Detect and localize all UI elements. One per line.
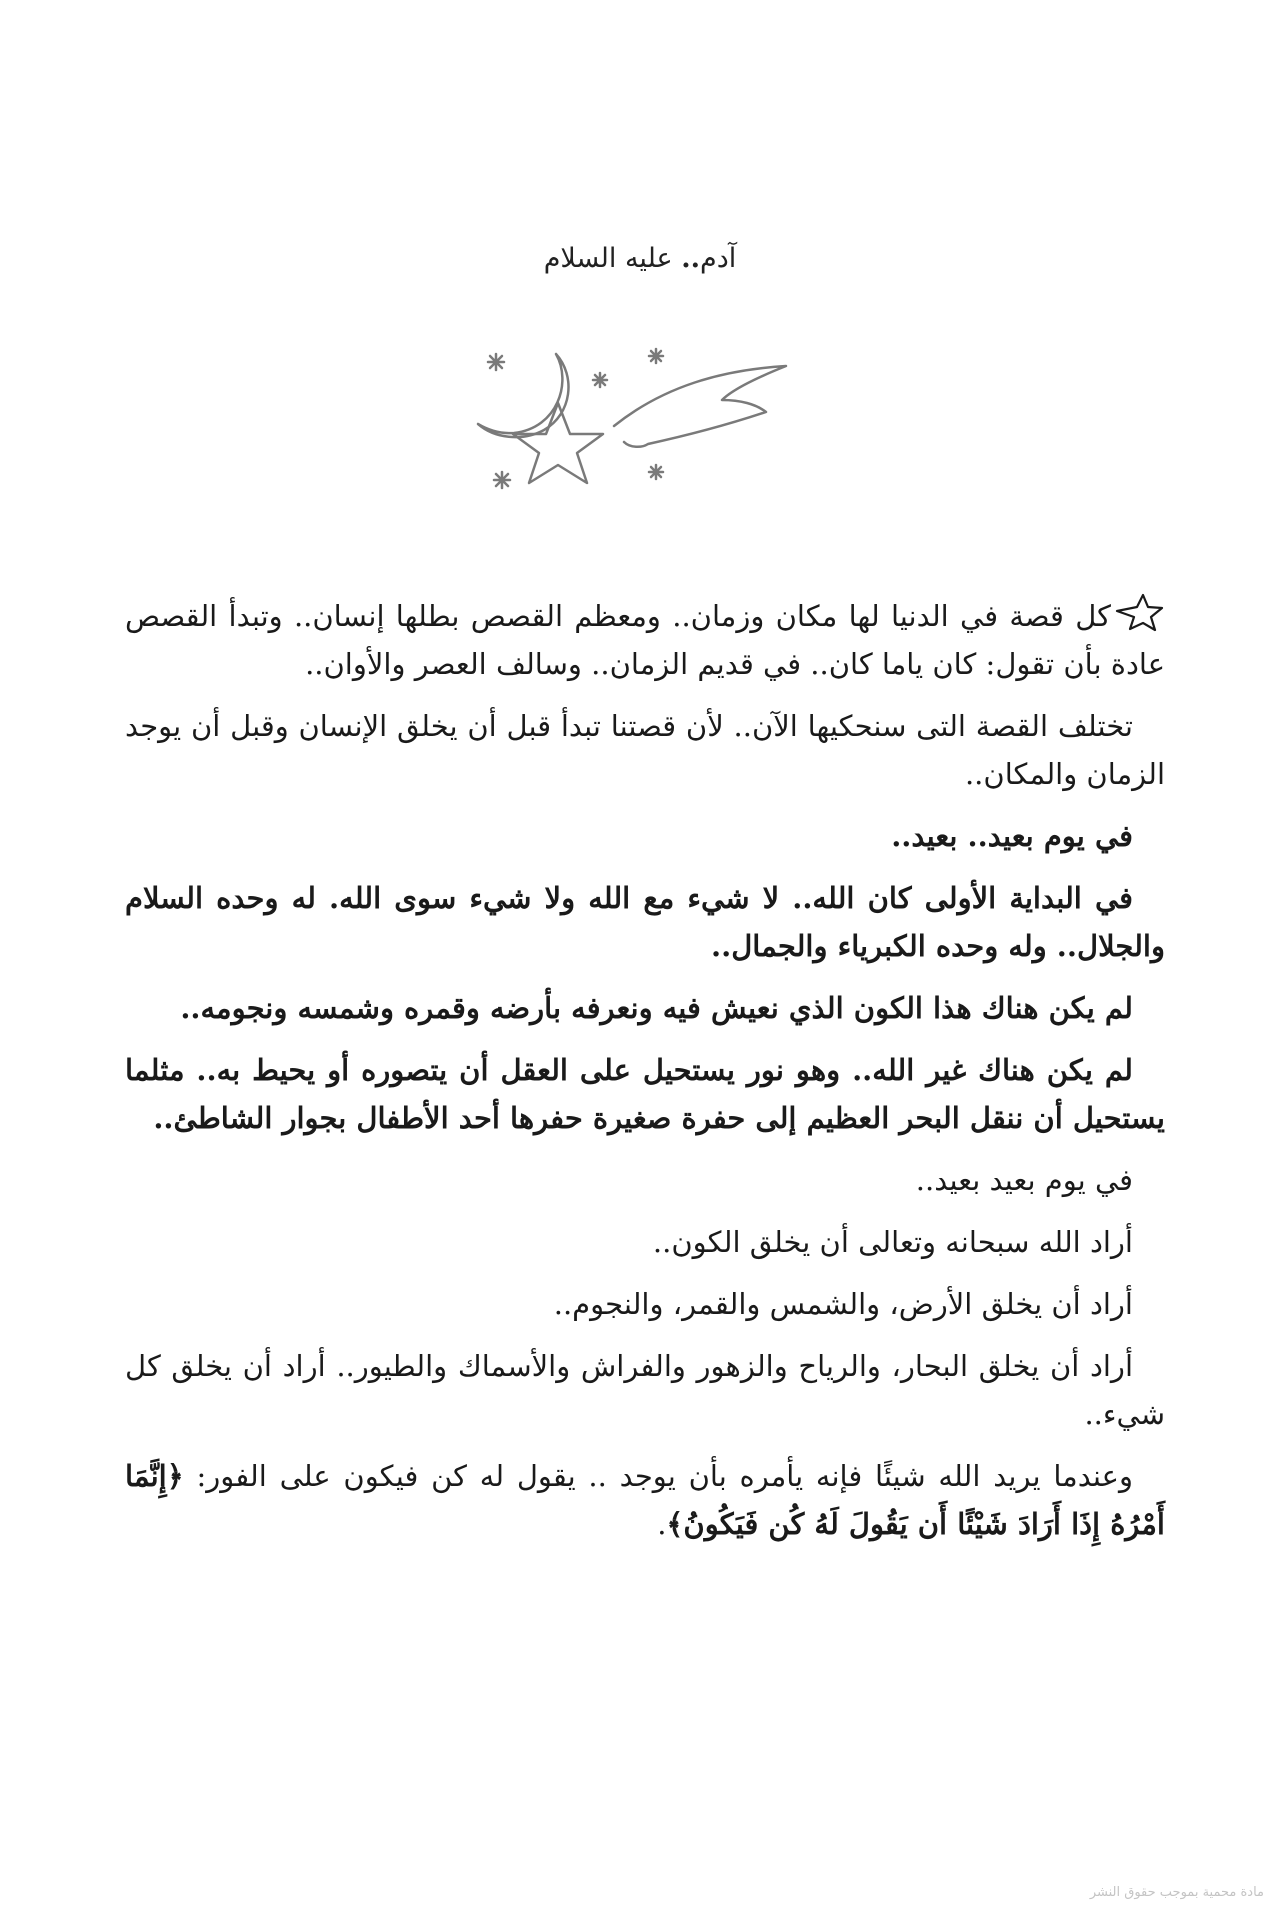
paragraph-6: لم يكن هناك غير الله.. وهو نور يستحيل على العقل أن يتصوره أو يحيط به.. مثلما يستحيل أن ننقل البحر العظيم إلى حفرة صغيرة حفرها أحد الأطفال بجوار الشاطئ.. — [125, 1053, 1165, 1135]
running-header — [0, 243, 1280, 274]
comet-tail-icon — [614, 366, 786, 447]
paragraph-3: في يوم بعيد.. بعيد.. — [891, 819, 1133, 853]
copyright-watermark: مادة محمية بموجب حقوق النشر — [1089, 1885, 1264, 1900]
sparkle-icon — [593, 373, 607, 387]
paragraph-4: في البداية الأولى كان الله.. لا شيء مع الله ولا شيء سوى الله. له وحده السلام والجلال.. وله وحده الكبرياء والجمال.. — [125, 881, 1165, 963]
body-text — [125, 592, 1165, 1562]
star-outline-icon — [1113, 592, 1165, 632]
sparkle-icon — [494, 472, 510, 488]
paragraph-5: لم يكن هناك هذا الكون الذي نعيش فيه ونعرفه بأرضه وقمره وشمسه ونجومه.. — [180, 991, 1133, 1025]
sparkle-icon — [649, 349, 663, 363]
paragraph-8: أراد الله سبحانه وتعالى أن يخلق الكون.. — [652, 1225, 1133, 1259]
paragraph-2: تختلف القصة التى سنحكيها الآن.. لأن قصتنا تبدأ قبل أن يخلق الإنسان وقبل أن يوجد الزمان والمكان.. — [125, 709, 1165, 791]
header-title-part1: آدم — [700, 243, 737, 274]
moon-star-comet-ornament — [460, 330, 820, 510]
paragraph-11-text: وعندما يريد الله شيئًا فإنه يأمره بأن يوجد .. يقول له كن فيكون على الفور: — [183, 1459, 1133, 1493]
header-separator: .. — [681, 243, 701, 274]
paragraph-11 — [125, 1452, 1165, 1548]
sparkle-icon — [488, 354, 504, 370]
header-title-part2: عليه السلام — [543, 243, 673, 274]
paragraph-7: في يوم بعيد بعيد.. — [915, 1163, 1133, 1197]
star-icon — [513, 403, 603, 483]
paragraph-11-end: . — [657, 1507, 667, 1541]
paragraph-10: أراد أن يخلق البحار، والرياح والزهور والفراش والأسماك والطيور.. أراد أن يخلق كل شيء.. — [125, 1349, 1165, 1431]
paragraph-9: أراد أن يخلق الأرض، والشمس والقمر، والنجوم.. — [553, 1287, 1133, 1321]
paragraph-1 — [125, 592, 1165, 688]
paragraph-1-text: كل قصة في الدنيا لها مكان وزمان.. ومعظم القصص بطلها إنسان.. وتبدأ القصص عادة بأن تقول: كان ياما كان.. في قديم الزمان.. وسالف العصر والأوان.. — [125, 599, 1165, 681]
sparkle-icon — [649, 465, 663, 479]
quran-verse: ﴿إِنَّمَا أَمْرُهُ إِذَا أَرَادَ شَيْئًا أَن يَقُولَ لَهُ كُن فَيَكُونُ﴾ — [125, 1459, 1165, 1541]
